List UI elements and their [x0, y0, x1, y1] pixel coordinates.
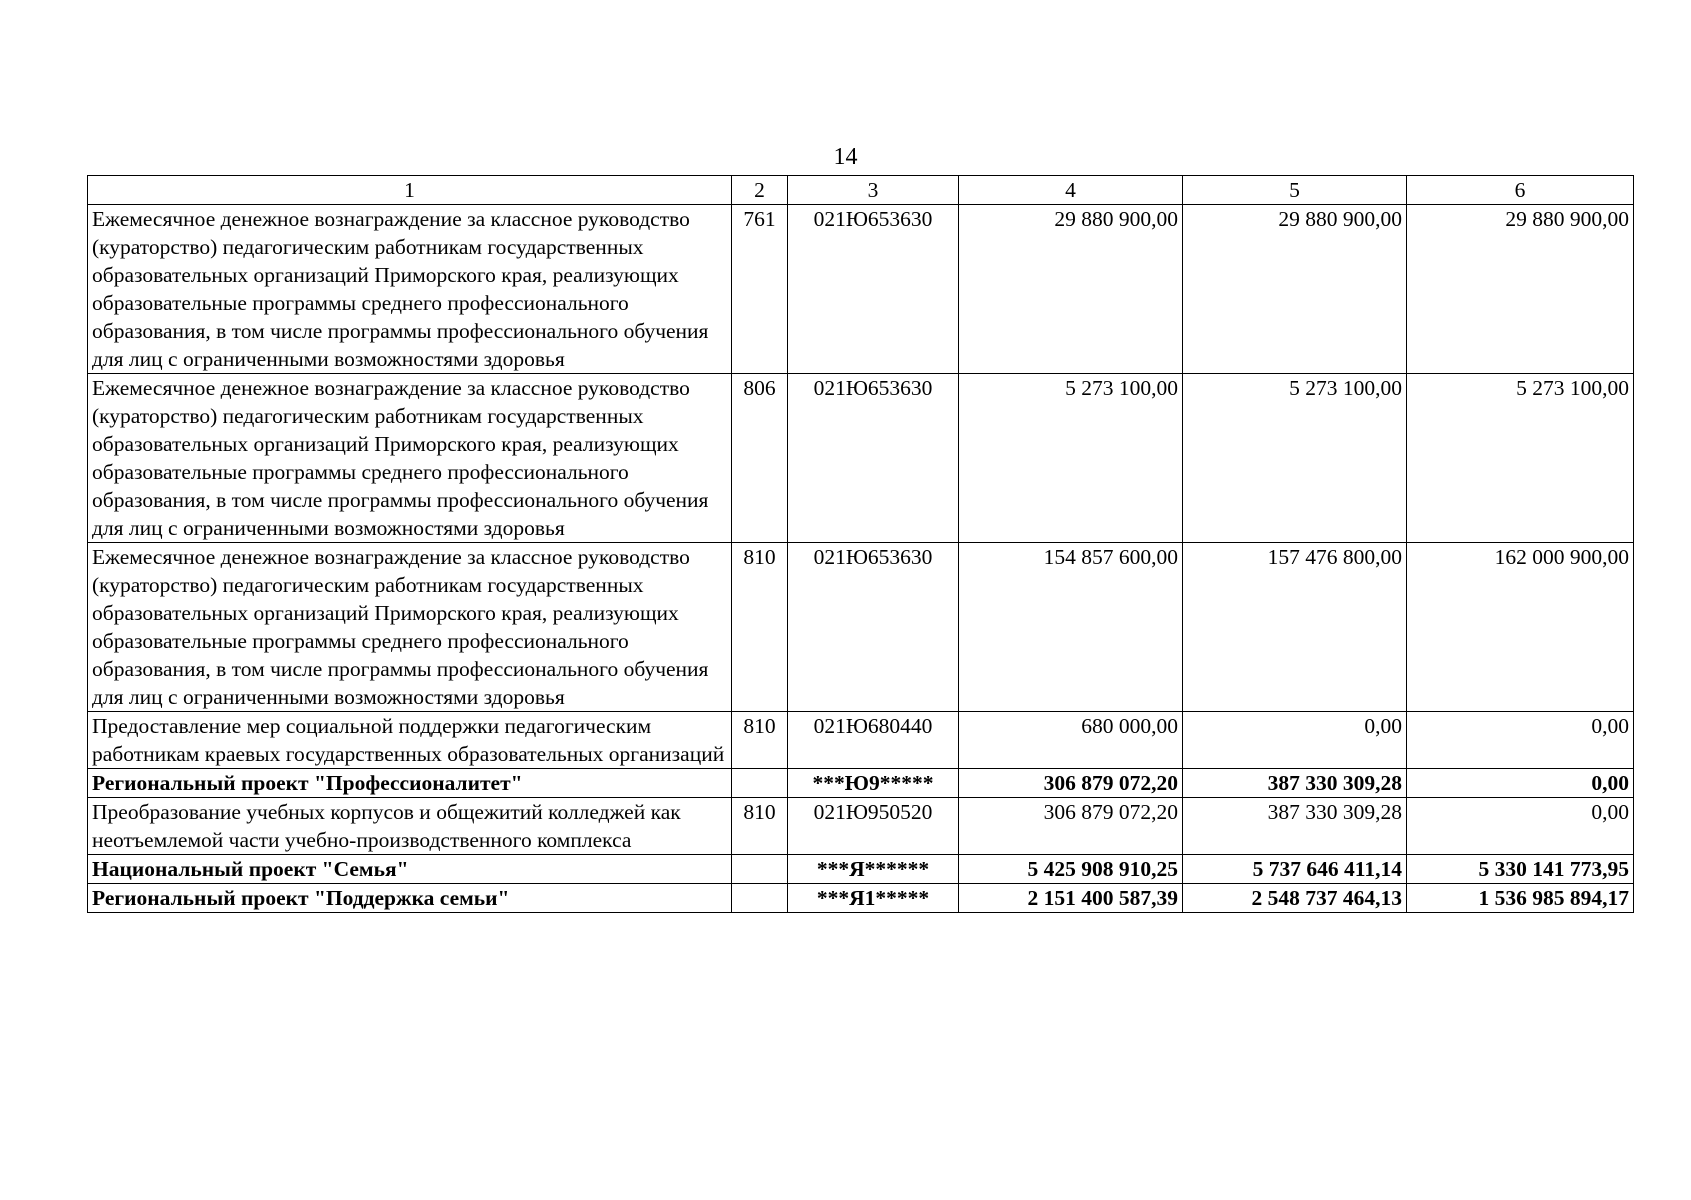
row-code: 810 [732, 712, 788, 769]
row-amount-col6: 29 880 900,00 [1407, 205, 1634, 374]
row-code [732, 855, 788, 884]
row-amount-col4: 306 879 072,20 [959, 769, 1183, 798]
row-amount-col4: 680 000,00 [959, 712, 1183, 769]
column-header-4: 4 [959, 176, 1183, 205]
row-amount-col6: 162 000 900,00 [1407, 543, 1634, 712]
row-amount-col4: 5 273 100,00 [959, 374, 1183, 543]
column-header-2: 2 [732, 176, 788, 205]
row-amount-col6: 5 273 100,00 [1407, 374, 1634, 543]
row-code: 761 [732, 205, 788, 374]
row-target-article: 021Ю950520 [788, 798, 959, 855]
row-code: 810 [732, 798, 788, 855]
row-amount-col5: 5 273 100,00 [1183, 374, 1407, 543]
row-description: Преобразование учебных корпусов и общежитий колледжей как неотъемлемой части учебно-производственного комплекса [88, 798, 732, 855]
row-target-article: ***Я1***** [788, 884, 959, 913]
row-description: Региональный проект "Поддержка семьи" [88, 884, 732, 913]
row-amount-col4: 2 151 400 587,39 [959, 884, 1183, 913]
column-header-1: 1 [88, 176, 732, 205]
row-description: Ежемесячное денежное вознаграждение за классное руководство (кураторство) педагогическим работникам государственных образовательных организаций Приморского края, реализующих образовательные программы среднего профессионального образования, в том числе программы профессионального обучения для лиц с ограниченными возможностями здоровья [88, 543, 732, 712]
row-description: Региональный проект "Профессионалитет" [88, 769, 732, 798]
row-description: Ежемесячное денежное вознаграждение за классное руководство (кураторство) педагогическим работникам государственных образовательных организаций Приморского края, реализующих образовательные программы среднего профессионального образования, в том числе программы профессионального обучения для лиц с ограниченными возможностями здоровья [88, 205, 732, 374]
row-amount-col6: 1 536 985 894,17 [1407, 884, 1634, 913]
row-amount-col6: 0,00 [1407, 769, 1634, 798]
budget-table [87, 175, 1634, 913]
row-amount-col4: 5 425 908 910,25 [959, 855, 1183, 884]
row-code [732, 769, 788, 798]
table-row-project-total [88, 884, 1634, 913]
table-row-project-total [88, 769, 1634, 798]
row-amount-col4: 154 857 600,00 [959, 543, 1183, 712]
table-row [88, 798, 1634, 855]
row-target-article: 021Ю653630 [788, 205, 959, 374]
column-header-3: 3 [788, 176, 959, 205]
header-row [88, 176, 1634, 205]
table-row-project-total [88, 855, 1634, 884]
row-target-article: 021Ю653630 [788, 543, 959, 712]
row-amount-col6: 5 330 141 773,95 [1407, 855, 1634, 884]
row-target-article: ***Я****** [788, 855, 959, 884]
row-amount-col5: 29 880 900,00 [1183, 205, 1407, 374]
row-code: 810 [732, 543, 788, 712]
row-amount-col5: 387 330 309,28 [1183, 798, 1407, 855]
row-amount-col4: 306 879 072,20 [959, 798, 1183, 855]
column-header-6: 6 [1407, 176, 1634, 205]
row-code [732, 884, 788, 913]
table-row [88, 543, 1634, 712]
table-row [88, 205, 1634, 374]
row-target-article: 021Ю653630 [788, 374, 959, 543]
row-amount-col5: 387 330 309,28 [1183, 769, 1407, 798]
row-description: Национальный проект "Семья" [88, 855, 732, 884]
row-amount-col5: 157 476 800,00 [1183, 543, 1407, 712]
column-header-5: 5 [1183, 176, 1407, 205]
row-amount-col6: 0,00 [1407, 712, 1634, 769]
row-target-article: ***Ю9***** [788, 769, 959, 798]
row-code: 806 [732, 374, 788, 543]
table-row [88, 374, 1634, 543]
row-target-article: 021Ю680440 [788, 712, 959, 769]
row-amount-col5: 0,00 [1183, 712, 1407, 769]
row-description: Предоставление мер социальной поддержки педагогическим работникам краевых государственных образовательных организаций [88, 712, 732, 769]
table-row [88, 712, 1634, 769]
row-description: Ежемесячное денежное вознаграждение за классное руководство (кураторство) педагогическим работникам государственных образовательных организаций Приморского края, реализующих образовательные программы среднего профессионального образования, в том числе программы профессионального обучения для лиц с ограниченными возможностями здоровья [88, 374, 732, 543]
row-amount-col4: 29 880 900,00 [959, 205, 1183, 374]
row-amount-col5: 2 548 737 464,13 [1183, 884, 1407, 913]
row-amount-col5: 5 737 646 411,14 [1183, 855, 1407, 884]
row-amount-col6: 0,00 [1407, 798, 1634, 855]
page-number: 14 [833, 144, 858, 170]
